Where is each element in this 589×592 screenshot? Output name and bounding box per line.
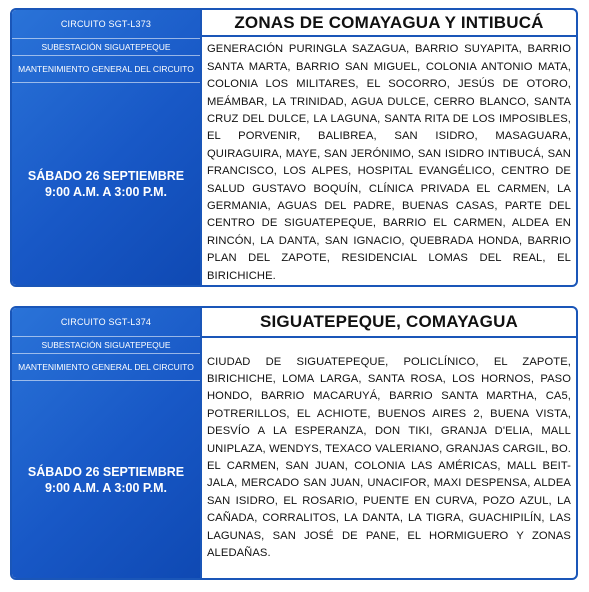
affected-areas-text: GENERACIÓN PURINGLA SAZAGUA, BARRIO SUYAPITA, BARRIO SANTA MARTA, BARRIO SAN MIGUEL, COLONIA ANTONIO MATA, COLONIA LOS MILITARES, EL SOCORRO, JESÚS DE OTORO, MEÁMBAR, LA TRINIDAD, AGUA DULCE, CERRO BLANCO, SANTA CRUZ DEL DULCE, LA LAGUNA, SANTA RITA DE LOS IMPOSIBLES, EL PORVENIR, BALIBREA, SAN ISIDRO, MASAGUARA, QUIRAGUIRA, MAYE, SAN JERÓNIMO, SAN ISIDRO INTIBUCÁ, SAN FRANCISCO, LOS ALPES, HOSPITAL EVANGÉLICO, CENTRO DE SALUD GUSTAVO BOQUÍN, CLÍNICA PRIVADA EL CARMEN, LA GERMANIA, AGUAS DEL PADRE, BUENAS CASAS, PARTE DEL CENTRO DE SIGUATEPEQUE, BARRIO EL CARMEN, ALDEA EN RINCÓN, LA DANTA, SAN IGNACIO, QUEBRADA HONDA, BARRIO PLAN DEL ZAPOTE, RESIDENCIAL LOMAS DEL REAL, EL BIRICHICHE.: [207, 43, 571, 282]
schedule-datetime: [12, 381, 200, 578]
schedule-panel: [12, 308, 200, 578]
schedule-datetime: [12, 83, 200, 285]
schedule-date: SÁBADO 26 SEPTIEMBRE: [27, 464, 185, 479]
affected-zones-panel: [200, 308, 576, 578]
affected-areas-text: [202, 338, 576, 578]
substation-name: SUBESTACIÓN SIGUATEPEQUE: [12, 39, 200, 56]
schedule-date: SÁBADO 26 SEPTIEMBRE: [27, 169, 185, 183]
outage-card-sgt-l373: [10, 8, 578, 287]
zone-title: ZONAS DE COMAYAGUA Y INTIBUCÁ: [202, 10, 576, 37]
circuit-code: CIRCUITO SGT-L373: [12, 10, 200, 39]
outage-card-sgt-l374: [10, 306, 578, 580]
schedule-time: 9:00 A.M. A 3:00 P.M.: [44, 480, 168, 495]
zone-title: SIGUATEPEQUE, COMAYAGUA: [202, 308, 576, 338]
affected-zones-panel: [200, 10, 576, 285]
maintenance-type: MANTENIMIENTO GENERAL DEL CIRCUITO: [12, 354, 200, 381]
schedule-time: 9:00 A.M. A 3:00 P.M.: [44, 185, 168, 199]
substation-name: SUBESTACIÓN SIGUATEPEQUE: [12, 337, 200, 354]
maintenance-type: MANTENIMIENTO GENERAL DEL CIRCUITO: [12, 56, 200, 83]
circuit-code: CIRCUITO SGT-L374: [12, 308, 200, 337]
affected-areas-list: CIUDAD DE SIGUATEPEQUE, POLICLÍNICO, EL ZAPOTE, BIRICHICHE, LOMA LARGA, SANTA ROSA, LOS HORNOS, PASO HONDO, BARRIO MACARUYÁ, BARRIO SANTA MARTHA, CA5, POTRERILLOS, EL ACHIOTE, BUENOS AIRES 2, BUENA VISTA, DESVÍO A LA ESPERANZA, DON TIKI, GRANJA D'ELIA, MALL UNIPLAZA, WENDYS, TEXACO VALERIANO, GRANJAS CARGIL, BO. EL CARMEN, SAN JUAN, COLONIA LAS AMÉRICAS, MALL BEIT-JALA, MERCADO SAN JUAN, UNACIFOR, MAXI DESPENSA, ALDEA SAN ISIDRO, EL ROSARIO, PUENTE EN CURVA, POZO AZUL, LA CAÑADA, CORRALITOS, LA DANTA, LA TIGRA, GUACHIPILÍN, LAS LAGUNAS, SAN JOSÉ DE PANE, EL HORMIGUERO Y ZONAS ALEDAÑAS.: [207, 355, 571, 560]
schedule-panel: [12, 10, 200, 285]
